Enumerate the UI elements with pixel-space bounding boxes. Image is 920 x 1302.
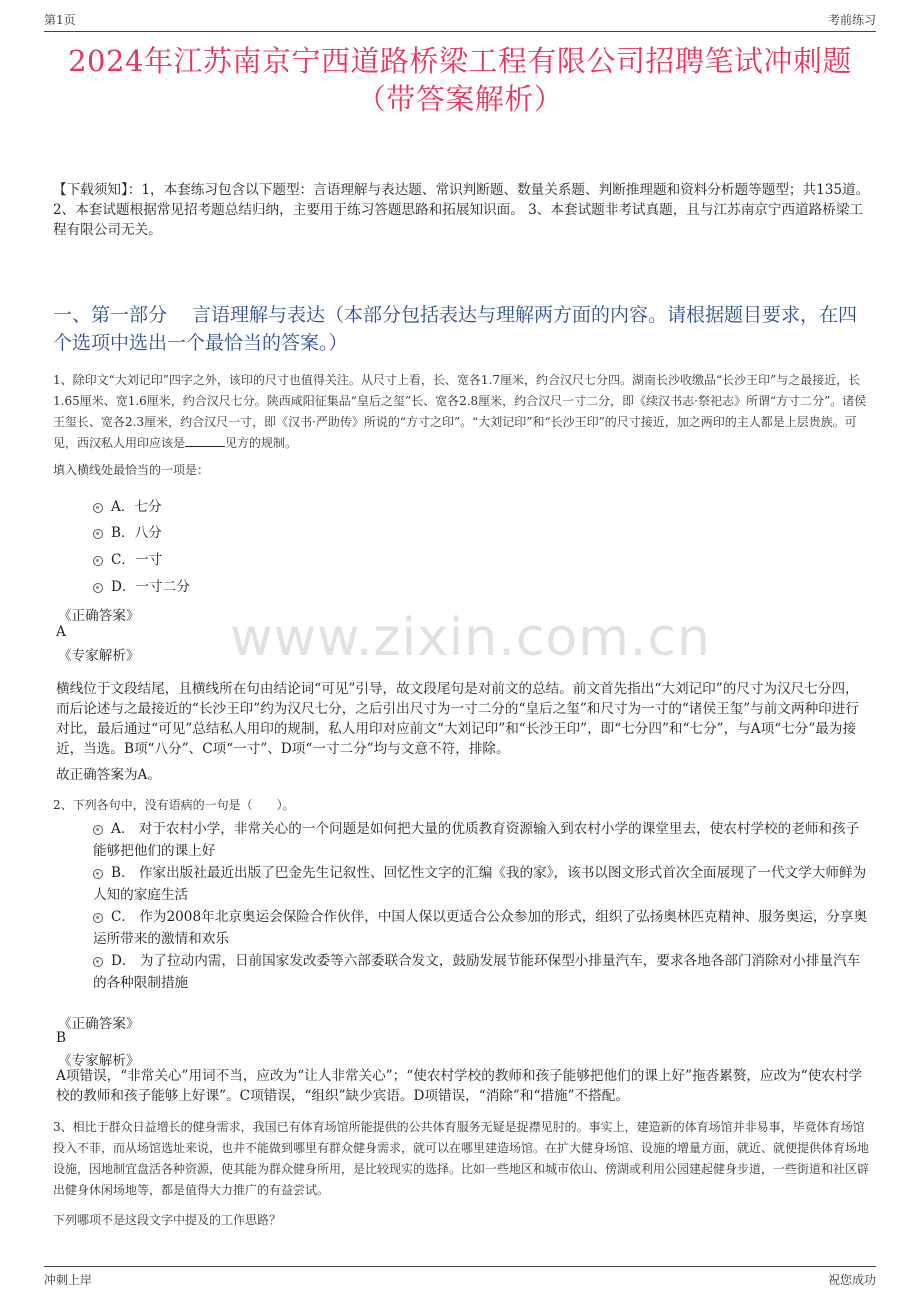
download-notice: 【下载须知】：1，本套练习包含以下题型：言语理解与表达题、常识判断题、数量关系题、判断推理题和资料分析题等题型；共135道。 2、本套试题根据常见招考题总结归纳，主要用于练习答题思路和拓展知识面。 3、本套试题非考试真题，且与江苏南京宁西道路桥梁工程有限公司无关。	[53, 182, 870, 238]
q1-analysis: 横线位于文段结尾，且横线所在句由结论词“可见”引导，故文段尾句是对前文的总结。前文首先指出“大刘记印”的尺寸为汉尺七分四，而后论述与之最接近的“长沙王印”约为汉尺七分，之后引出尺寸为一寸二分的“皇后之玺”和尺寸为一寸的“诸侯王玺”与前文两种印进行对比，最后通过“可见”总结私人用印的规制，私人用印对应前文“大刘记印”和“长沙王印”，即“七分四”和“七分”，与A项“七分”最为接近，当选。B项“八分”、C项“一寸”、D项“一寸二分”均与文意不符，排除。	[56, 681, 859, 757]
radio-icon[interactable]	[93, 913, 103, 923]
question-3-stem: 3、相比于群众日益增长的健身需求，我国已有体育场馆所能提供的公共体育服务无疑是捉襟见肘的。事实上，建造新的体育场馆并非易事，毕竟体育场馆投入不菲，而从场馆选址来说，也并不能做到哪里有群众健身需求，就可以在哪里建造场馆。在扩大健身场馆、设施的增量方面，就近、就便提供体育场地设施，因地制宜盘活各种资源，使其能为群众健身所用，是比较现实的选择。比如一些地区和城市依山、傍湖或利用公园建起健身步道，一些街道和社区辟出健身休闲场地等，都是值得大力推广的有益尝试。	[53, 1120, 870, 1197]
radio-icon[interactable]	[93, 583, 103, 593]
question-3-prompt: 下列哪项不是这段文字中提及的工作思路？	[53, 1213, 282, 1227]
footer-right-label: 祝您成功	[827, 1273, 876, 1287]
q1-conclusion: 故正确答案为A。	[56, 767, 161, 783]
q1-option-d[interactable]	[93, 576, 871, 598]
fill-blank	[185, 434, 225, 447]
header-right-label: 考前练习	[827, 13, 876, 27]
q2-option-b[interactable]	[93, 862, 871, 906]
radio-icon[interactable]	[93, 869, 103, 879]
radio-icon[interactable]	[93, 529, 103, 539]
q2-option-c-label: C． 作为2008年北京奥运会保险合作伙伴，中国人保以更适合公众参加的形式，组织了弘扬奥林匹克精神、服务奥运，分享奥运所带来的激情和欢乐	[93, 909, 868, 947]
question-1-prompt: 填入横线处最恰当的一项是：	[53, 463, 210, 477]
q2-option-d-label: D． 为了拉动内需，日前国家发改委等六部委联合发文，鼓励发展节能环保型小排量汽车，要求各地各部门消除对小排量汽车的各种限制措施	[93, 953, 861, 991]
footer-rule	[44, 1266, 876, 1267]
q2-option-b-label: B． 作家出版社最近出版了巴金先生记叙性、回忆性文字的汇编《我的家》，该书以图文形式首次全面展现了一代文学大师鲜为人知的家庭生活	[93, 865, 867, 903]
q1-answer-label: 《正确答案》	[58, 608, 140, 624]
q1-analysis-label: 《专家解析》	[58, 648, 140, 664]
radio-icon[interactable]	[93, 556, 103, 566]
q2-option-a[interactable]	[93, 818, 871, 862]
question-2-stem: 2、下列各句中，没有语病的一句是（ ）。	[53, 798, 295, 812]
q1-option-c-label: C．一寸	[111, 552, 163, 568]
watermark: www.zixin.com.cn	[230, 608, 711, 668]
question-1-stem-tail: 见方的规制。	[225, 436, 298, 450]
q2-option-a-label: A． 对于农村小学，非常关心的一个问题是如何把大量的优质教育资源输入到农村小学的课堂里去，使农村学校的老师和孩子能够把他们的课上好	[93, 821, 860, 859]
page-subtitle: （带答案解析）	[356, 82, 564, 116]
q2-answer: B	[56, 1030, 66, 1046]
q2-answer-label: 《正确答案》	[58, 1016, 140, 1032]
q2-analysis-label: 《专家解析》	[58, 1053, 140, 1069]
section-heading: 一、第一部分 言语理解与表达（本部分包括表达与理解两方面的内容。请根据题目要求，在四个选项中选出一个最恰当的答案。）	[53, 304, 858, 354]
q1-option-b-label: B．八分	[111, 525, 162, 541]
q2-option-d[interactable]	[93, 950, 871, 994]
q2-analysis: A项错误，“非常关心”用词不当，应改为“让人非常关心”；“使农村学校的教师和孩子能够把他们的课上好”拖沓累赘，应改为“使农村学校的教师和孩子能够上好课”。C项错误，“组织”缺少宾语。D项错误，“消除”和“措施”不搭配。	[56, 1068, 863, 1104]
question-1-stem	[53, 370, 871, 454]
radio-icon[interactable]	[93, 825, 103, 835]
q1-option-d-label: D．一寸二分	[111, 579, 190, 595]
page-number: 第1页	[44, 13, 76, 27]
q1-option-a-label: A．七分	[111, 499, 162, 515]
question-1-stem-text: 1、除印文“大刘记印”四字之外，该印的尺寸也值得关注。从尺寸上看，长、宽各1.7厘米，约合汉尺七分四。湖南长沙收缴品“长沙王印”与之最接近，长1.65厘米、宽1.6厘米，约合汉尺七分。陕西咸阳征集品“皇后之玺”长、宽各2.8厘米，约合汉尺一寸二分，即《续汉书志·祭祀志》所谓“方寸二分”。诸侯王玺长、宽各2.3厘米，约合汉尺一寸，即《汉书·严助传》所说的“方寸之印”。“大刘记印”和“长沙王印”的尺寸接近，加之两印的主人都是上层贵族。可见，西汉私人用印应该是	[53, 373, 867, 450]
q1-answer: A	[56, 624, 66, 640]
radio-icon[interactable]	[93, 503, 103, 513]
radio-icon[interactable]	[93, 957, 103, 967]
q1-option-a[interactable]	[93, 496, 871, 518]
footer-left-label: 冲刺上岸	[44, 1273, 93, 1287]
page-title: 2024年江苏南京宁西道路桥梁工程有限公司招聘笔试冲刺题	[68, 44, 852, 78]
q1-option-c[interactable]	[93, 549, 871, 571]
q2-option-c[interactable]	[93, 906, 871, 950]
q1-option-b[interactable]	[93, 522, 871, 544]
header-rule	[44, 31, 876, 32]
